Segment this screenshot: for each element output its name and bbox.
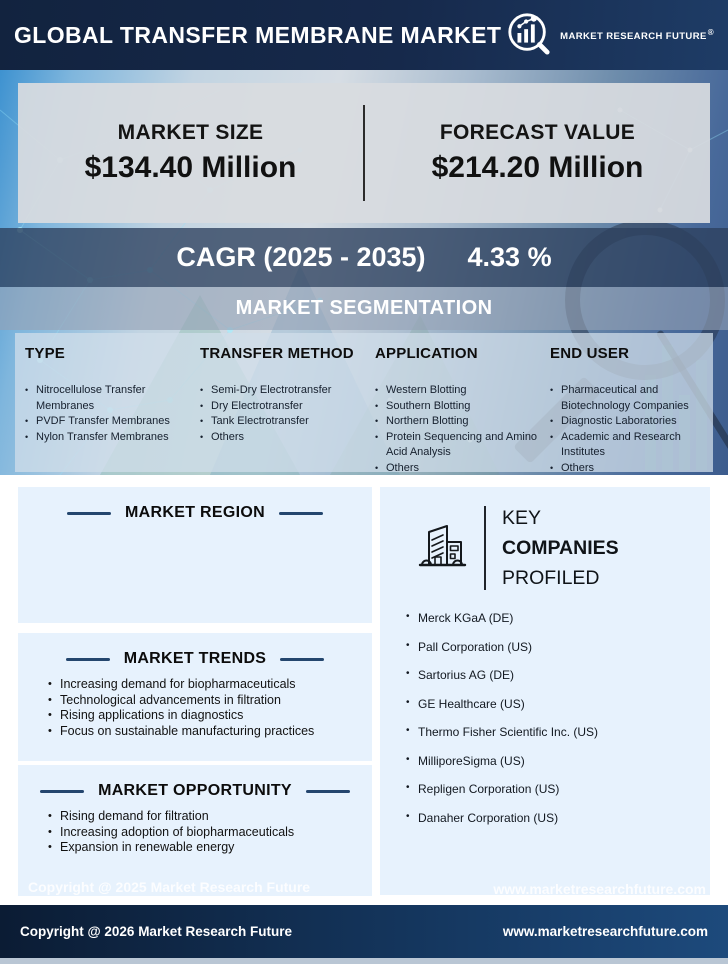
market-size-value: $134.40 Million — [84, 151, 297, 184]
header-bar — [0, 0, 728, 70]
segmentation-item: • Diagnostic Laboratories — [550, 414, 697, 430]
segmentation-list — [375, 383, 542, 475]
market-trends-list — [18, 677, 372, 739]
cagr-label: CAGR (2025 - 2035) — [176, 242, 426, 272]
key-companies-title — [502, 503, 619, 593]
market-region-title-row — [18, 487, 372, 522]
watermark-website: www.marketresearchfuture.com — [493, 881, 706, 897]
segmentation-item: • Northern Blotting — [375, 414, 542, 430]
segmentation-item: • Nitrocellulose Transfer Membranes — [25, 383, 192, 414]
market-opportunity-title: MARKET OPPORTUNITY — [98, 782, 292, 799]
key-companies-header — [380, 487, 710, 599]
segmentation-item: • Dry Electrotransfer — [200, 399, 367, 415]
footer-website: www.marketresearchfuture.com — [502, 924, 708, 939]
company-item: • Repligen Corporation (US) — [406, 782, 700, 796]
brand-logo — [506, 10, 714, 61]
cagr-band — [0, 228, 728, 287]
segmentation-heading: TYPE — [25, 345, 65, 362]
stats-panel — [18, 83, 710, 223]
key-companies-title-line1: KEY — [502, 507, 542, 529]
market-trend-item: • Focus on sustainable manufacturing practices — [48, 724, 358, 740]
segmentation-col-transfer-method — [200, 345, 375, 475]
segmentation-item: • Academic and Research Institutes — [550, 430, 697, 461]
title-dash-left — [40, 790, 84, 793]
market-trends-title-row — [18, 633, 372, 668]
title-dash-left — [66, 658, 110, 661]
title-dash-right — [279, 512, 323, 515]
segmentation-item: • Others — [200, 430, 367, 446]
page-title: GLOBAL TRANSFER MEMBRANE MARKET — [14, 21, 502, 48]
segmentation-item: • Tank Electrotransfer — [200, 414, 367, 430]
segmentation-heading: END USER — [550, 345, 630, 362]
segmentation-list — [200, 383, 367, 445]
segmentation-item: • Others — [550, 461, 697, 476]
segmentation-item: • Nylon Transfer Membranes — [25, 430, 192, 446]
market-trend-item: • Increasing demand for biopharmaceuticals — [48, 677, 358, 693]
forecast-value-stat — [365, 83, 710, 223]
forecast-value-value: $214.20 Million — [431, 151, 644, 184]
segmentation-panel — [15, 333, 713, 472]
key-companies-title-line3: PROFILED — [502, 567, 600, 589]
mrf-chart-magnifier-logo-icon — [506, 10, 552, 61]
segmentation-item: • Western Blotting — [375, 383, 542, 399]
segmentation-heading: APPLICATION — [375, 345, 478, 362]
title-dash-left — [67, 512, 111, 515]
market-trend-item: • Technological advancements in filtration — [48, 693, 358, 709]
key-companies-list — [380, 611, 710, 825]
market-trends-panel — [18, 633, 372, 761]
company-item: • Sartorius AG (DE) — [406, 668, 700, 682]
segmentation-item: • Protein Sequencing and Amino Acid Analysis — [375, 430, 542, 461]
footer-bar — [0, 905, 728, 958]
market-opportunity-item: • Rising demand for filtration — [48, 809, 358, 825]
segmentation-title-band — [0, 287, 728, 330]
watermark-copyright: Copyright @ 2025 Market Research Future — [28, 879, 311, 895]
segmentation-list — [25, 383, 192, 445]
market-opportunity-list — [18, 809, 372, 856]
segmentation-title: MARKET SEGMENTATION — [235, 297, 493, 319]
market-region-panel — [18, 487, 372, 623]
market-trend-item: • Rising applications in diagnostics — [48, 708, 358, 724]
title-dash-right — [306, 790, 350, 793]
forecast-value-label: FORECAST VALUE — [439, 121, 636, 144]
market-opportunity-item: • Increasing adoption of biopharmaceuticals — [48, 825, 358, 841]
company-item: • MilliporeSigma (US) — [406, 754, 700, 768]
brand-name — [560, 28, 714, 42]
segmentation-item: • Pharmaceutical and Biotechnology Companies — [550, 383, 697, 414]
segmentation-list — [550, 383, 697, 475]
segmentation-col-end-user — [550, 345, 705, 475]
market-region-title: MARKET REGION — [125, 504, 265, 521]
segmentation-item: • Others — [375, 461, 542, 476]
market-opportunity-item: • Expansion in renewable energy — [48, 840, 358, 856]
market-size-stat — [18, 83, 363, 223]
brand-name-text: MARKET RESEARCH FUTURE — [560, 31, 707, 43]
title-dash-right — [280, 658, 324, 661]
key-companies-panel — [380, 487, 710, 895]
market-size-label: MARKET SIZE — [117, 121, 264, 144]
segmentation-col-application — [375, 345, 550, 475]
header-divider — [484, 506, 486, 590]
segmentation-heading: TRANSFER METHOD — [200, 345, 354, 362]
registered-mark: ® — [707, 27, 714, 37]
segmentation-item: • PVDF Transfer Membranes — [25, 414, 192, 430]
key-companies-title-line2: COMPANIES — [502, 537, 619, 559]
company-item: • Danaher Corporation (US) — [406, 811, 700, 825]
market-opportunity-title-row — [18, 765, 372, 800]
cagr-value: 4.33 % — [467, 242, 552, 272]
segmentation-col-type — [25, 345, 200, 475]
company-item: • GE Healthcare (US) — [406, 697, 700, 711]
market-opportunity-panel — [18, 765, 372, 896]
building-icon — [416, 518, 468, 579]
company-item: • Pall Corporation (US) — [406, 640, 700, 654]
segmentation-item: • Southern Blotting — [375, 399, 542, 415]
company-item: • Merck KGaA (DE) — [406, 611, 700, 625]
market-trends-title: MARKET TRENDS — [123, 650, 267, 667]
hero-section — [0, 70, 728, 475]
footer-copyright: Copyright @ 2026 Market Research Future — [20, 924, 292, 939]
segmentation-item: • Semi-Dry Electrotransfer — [200, 383, 367, 399]
company-item: • Thermo Fisher Scientific Inc. (US) — [406, 725, 700, 739]
bottom-edge-strip — [0, 958, 728, 964]
